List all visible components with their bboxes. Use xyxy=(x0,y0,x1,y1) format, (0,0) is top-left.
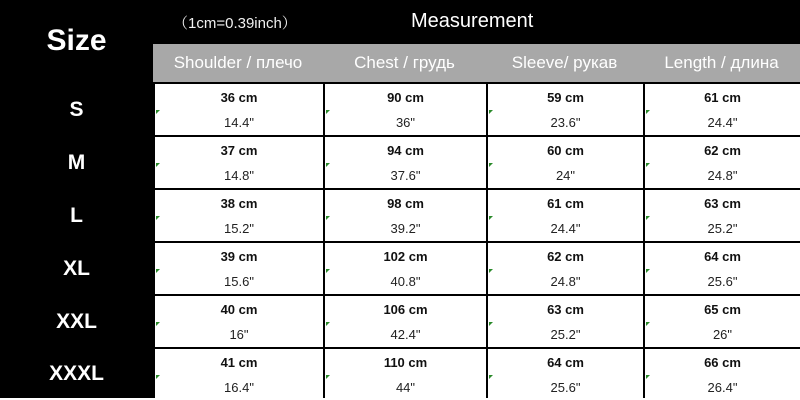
cell-marker-icon xyxy=(489,269,493,273)
cell-marker-icon xyxy=(326,110,330,114)
column-header-length: Length / длина xyxy=(664,53,779,72)
value-inch: 26.4" xyxy=(707,380,738,395)
size-column-header: Size xyxy=(0,0,153,82)
table-row xyxy=(0,135,800,188)
cell-marker-icon xyxy=(489,375,493,379)
cell-shoulder xyxy=(153,349,323,398)
value-cm: 110 cm xyxy=(383,355,428,370)
cell-marker-icon xyxy=(646,163,650,167)
cell-marker-icon xyxy=(489,322,493,326)
cell-chest xyxy=(323,137,486,188)
value-inch: 25.6" xyxy=(550,380,581,395)
value-cm: 61 cm xyxy=(547,196,584,211)
size-label: M xyxy=(0,137,153,188)
cell-marker-icon xyxy=(326,163,330,167)
value-cm: 38 cm xyxy=(220,196,258,211)
value-inch: 15.2" xyxy=(224,221,254,236)
value-cm: 90 cm xyxy=(387,90,424,105)
size-label: S xyxy=(0,84,153,135)
cell-marker-icon xyxy=(156,322,160,326)
size-label: XXL xyxy=(0,296,153,347)
cell-marker-icon xyxy=(326,269,330,273)
value-inch: 24.8" xyxy=(550,274,581,289)
conversion-note: （1cm=0.39inch） xyxy=(173,15,297,32)
value-inch: 39.2" xyxy=(390,221,421,236)
size-label: XXXL xyxy=(0,349,153,398)
value-cm: 64 cm xyxy=(704,249,741,264)
value-cm: 63 cm xyxy=(704,196,741,211)
value-cm: 62 cm xyxy=(547,249,584,264)
value-cm: 106 cm xyxy=(383,302,428,317)
cell-marker-icon xyxy=(326,375,330,379)
value-cm: 63 cm xyxy=(547,302,584,317)
value-cm: 64 cm xyxy=(547,355,584,370)
value-inch: 25.6" xyxy=(707,274,738,289)
cell-chest xyxy=(323,349,486,398)
table-row xyxy=(0,82,800,135)
value-cm: 36 cm xyxy=(220,90,258,105)
value-inch: 37.6" xyxy=(390,168,421,183)
column-header-sleeve: Sleeve/ рукав xyxy=(511,53,618,72)
cell-length xyxy=(643,296,800,347)
cell-length xyxy=(643,243,800,294)
size-label: L xyxy=(0,190,153,241)
value-inch: 15.6" xyxy=(224,274,254,289)
table-row xyxy=(0,241,800,294)
value-cm: 66 cm xyxy=(704,355,741,370)
value-cm: 61 cm xyxy=(704,90,741,105)
value-inch: 24.8" xyxy=(707,168,738,183)
measurement-title: Measurement xyxy=(411,10,534,32)
value-inch: 14.8" xyxy=(224,168,254,183)
table-row xyxy=(0,347,800,398)
value-inch: 40.8" xyxy=(390,274,421,289)
cell-marker-icon xyxy=(156,269,160,273)
value-cm: 60 cm xyxy=(547,143,584,158)
cell-marker-icon xyxy=(646,269,650,273)
cell-length xyxy=(643,137,800,188)
value-cm: 102 cm xyxy=(383,249,428,264)
value-inch: 25.2" xyxy=(550,327,581,342)
size-table-body xyxy=(0,82,800,398)
cell-sleeve xyxy=(486,84,643,135)
value-cm: 37 cm xyxy=(220,143,258,158)
cell-marker-icon xyxy=(646,110,650,114)
value-cm: 98 cm xyxy=(387,196,424,211)
cell-marker-icon xyxy=(646,322,650,326)
value-inch: 42.4" xyxy=(390,327,421,342)
cell-chest xyxy=(323,84,486,135)
cell-marker-icon xyxy=(156,375,160,379)
table-row xyxy=(0,294,800,347)
cell-sleeve xyxy=(486,296,643,347)
cell-marker-icon xyxy=(326,216,330,220)
cell-chest xyxy=(323,190,486,241)
value-cm: 40 cm xyxy=(220,302,258,317)
cell-length xyxy=(643,190,800,241)
cell-chest xyxy=(323,296,486,347)
cell-marker-icon xyxy=(156,163,160,167)
value-inch: 36" xyxy=(395,115,416,130)
cell-chest xyxy=(323,243,486,294)
cell-shoulder xyxy=(153,243,323,294)
size-label: XL xyxy=(0,243,153,294)
column-headers xyxy=(153,44,800,82)
value-cm: 94 cm xyxy=(387,143,424,158)
cell-marker-icon xyxy=(489,216,493,220)
cell-marker-icon xyxy=(646,216,650,220)
cell-marker-icon xyxy=(326,322,330,326)
cell-marker-icon xyxy=(489,110,493,114)
table-row xyxy=(0,188,800,241)
measurement-header xyxy=(153,0,800,44)
cell-sleeve xyxy=(486,243,643,294)
value-cm: 59 cm xyxy=(547,90,584,105)
value-cm: 62 cm xyxy=(704,143,741,158)
cell-length xyxy=(643,84,800,135)
value-cm: 65 cm xyxy=(704,302,741,317)
cell-shoulder xyxy=(153,190,323,241)
cell-length xyxy=(643,349,800,398)
cell-sleeve xyxy=(486,137,643,188)
value-inch: 24" xyxy=(555,168,576,183)
value-inch: 14.4" xyxy=(224,115,254,130)
value-cm: 39 cm xyxy=(220,249,258,264)
cell-marker-icon xyxy=(156,110,160,114)
value-inch: 16" xyxy=(229,327,249,342)
value-inch: 24.4" xyxy=(550,221,581,236)
value-cm: 41 cm xyxy=(220,355,258,370)
column-header-shoulder: Shoulder / плечо xyxy=(173,53,303,72)
value-inch: 25.2" xyxy=(707,221,738,236)
cell-shoulder xyxy=(153,296,323,347)
cell-marker-icon xyxy=(489,163,493,167)
cell-shoulder xyxy=(153,84,323,135)
cell-marker-icon xyxy=(156,216,160,220)
value-inch: 26" xyxy=(712,327,733,342)
column-header-chest: Chest / грудь xyxy=(354,53,455,72)
cell-shoulder xyxy=(153,137,323,188)
cell-sleeve xyxy=(486,349,643,398)
value-inch: 16.4" xyxy=(224,380,254,395)
value-inch: 24.4" xyxy=(707,115,738,130)
cell-marker-icon xyxy=(646,375,650,379)
value-inch: 23.6" xyxy=(550,115,581,130)
cell-sleeve xyxy=(486,190,643,241)
value-inch: 44" xyxy=(395,380,416,395)
